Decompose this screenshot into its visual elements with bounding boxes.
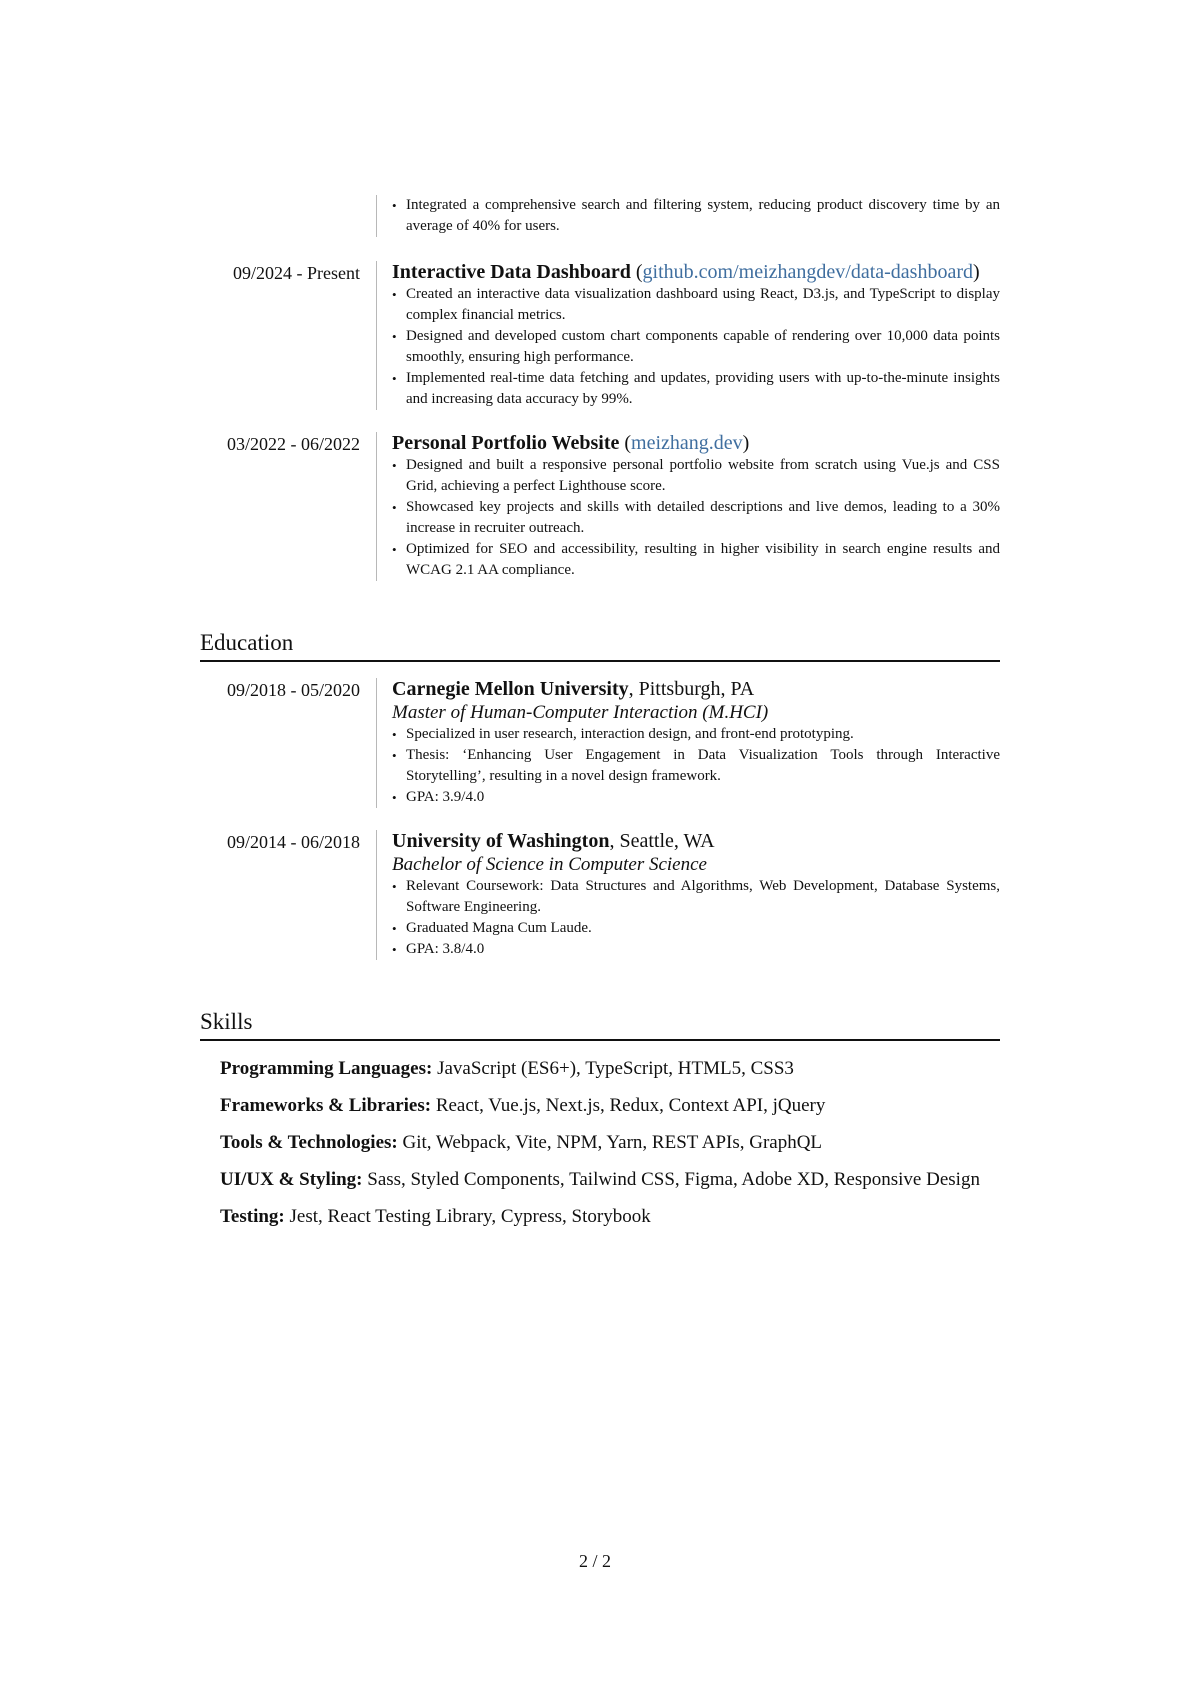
project-title: Interactive Data Dashboard [392, 261, 631, 283]
project-entry-continued [200, 195, 1000, 237]
bullet-list [392, 724, 1000, 808]
entry-body [376, 261, 1000, 410]
bullet-item: • Created an interactive data visualization dashboard using React, D3.js, and TypeScript to display complex financial metrics. [392, 284, 1000, 326]
skill-row [220, 1168, 1000, 1192]
page-number: 2 / 2 [578, 1551, 611, 1571]
entry-body [376, 830, 1000, 960]
bullet-item: • Designed and built a responsive personal portfolio website from scratch using Vue.js and CSS Grid, achieving a perfect Lighthouse score. [392, 455, 1000, 497]
entry-date-empty [200, 195, 376, 196]
skill-label: Programming Languages: [220, 1058, 433, 1079]
school-name: Carnegie Mellon University [392, 678, 629, 700]
school-line [392, 678, 1000, 701]
entry-date: 09/2024 - Present [233, 263, 360, 283]
bullet-item: • Showcased key projects and skills with detailed descriptions and live demos, leading to a 30% increase in recruiter outreach. [392, 497, 1000, 539]
skill-label: Tools & Technologies: [220, 1132, 398, 1153]
skill-label: Frameworks & Libraries: [220, 1095, 432, 1116]
skill-value: React, Vue.js, Next.js, Redux, Context API, jQuery [431, 1095, 826, 1116]
bullet-list [392, 195, 1000, 237]
entry-date: 09/2018 - 05/2020 [227, 680, 360, 700]
project-title-line: Interactive Data Dashboard (github.com/meizhangdev/data-dashboard) [392, 261, 980, 283]
skill-row [220, 1057, 1000, 1081]
education-entry [200, 830, 1000, 960]
project-title: Personal Portfolio Website [392, 432, 620, 454]
school-location: , Pittsburgh, PA [628, 678, 755, 700]
skill-label: UI/UX & Styling: [220, 1169, 363, 1190]
degree: Master of Human-Computer Interaction (M.HCI) [392, 702, 769, 723]
skill-row [220, 1205, 1000, 1229]
bullet-item: • Integrated a comprehensive search and filtering system, reducing product discovery time by an average of 40% for users. [392, 195, 1000, 237]
degree: Bachelor of Science in Computer Science [392, 854, 707, 875]
skill-value: Sass, Styled Components, Tailwind CSS, Figma, Adobe XD, Responsive Design [362, 1169, 980, 1190]
skills-list [200, 1057, 1000, 1229]
project-link[interactable]: github.com/meizhangdev/data-dashboard [642, 261, 973, 283]
school-name: University of Washington [392, 830, 610, 852]
entry-body [376, 432, 1000, 581]
skill-value: Git, Webpack, Vite, NPM, Yarn, REST APIs, GraphQL [397, 1132, 823, 1153]
skill-row [220, 1131, 1000, 1155]
section-heading-skills: Skills [200, 1008, 1000, 1041]
bullet-item: • GPA: 3.8/4.0 [392, 939, 1000, 960]
bullet-item: • Designed and developed custom chart components capable of rendering over 10,000 data points smoothly, ensuring high performance. [392, 326, 1000, 368]
skill-value: Jest, React Testing Library, Cypress, Storybook [284, 1206, 651, 1227]
entry-date: 09/2014 - 06/2018 [227, 832, 360, 852]
bullet-item: • Thesis: ‘Enhancing User Engagement in Data Visualization Tools through Interactive Storytelling’, resulting in a novel design framework. [392, 745, 1000, 787]
section-heading-education: Education [200, 629, 1000, 662]
bullet-item: • Relevant Coursework: Data Structures and Algorithms, Web Development, Database Systems, Software Engineering. [392, 876, 1000, 918]
project-entry [200, 261, 1000, 410]
education-entry [200, 678, 1000, 808]
bullet-list [392, 284, 1000, 410]
resume-page [200, 195, 1000, 1242]
project-title-line: Personal Portfolio Website (meizhang.dev) [392, 432, 750, 454]
bullet-item: • Optimized for SEO and accessibility, resulting in higher visibility in search engine results and WCAG 2.1 AA compliance. [392, 539, 1000, 581]
school-line [392, 830, 1000, 853]
entry-date: 03/2022 - 06/2022 [227, 434, 360, 454]
bullet-item: • Specialized in user research, interaction design, and front-end prototyping. [392, 724, 1000, 745]
project-entry [200, 432, 1000, 581]
bullet-list [392, 876, 1000, 960]
entry-body [376, 678, 1000, 808]
skill-row [220, 1094, 1000, 1118]
bullet-item: • Implemented real-time data fetching and updates, providing users with up-to-the-minute insights and increasing data accuracy by 99%. [392, 368, 1000, 410]
bullet-item: • Graduated Magna Cum Laude. [392, 918, 1000, 939]
skill-label: Testing: [220, 1206, 285, 1227]
bullet-item: • GPA: 3.9/4.0 [392, 787, 1000, 808]
project-link[interactable]: meizhang.dev [631, 432, 743, 454]
skill-value: JavaScript (ES6+), TypeScript, HTML5, CSS3 [432, 1058, 794, 1079]
bullet-list [392, 455, 1000, 581]
school-location: , Seattle, WA [609, 830, 715, 852]
entry-body [376, 195, 1000, 237]
